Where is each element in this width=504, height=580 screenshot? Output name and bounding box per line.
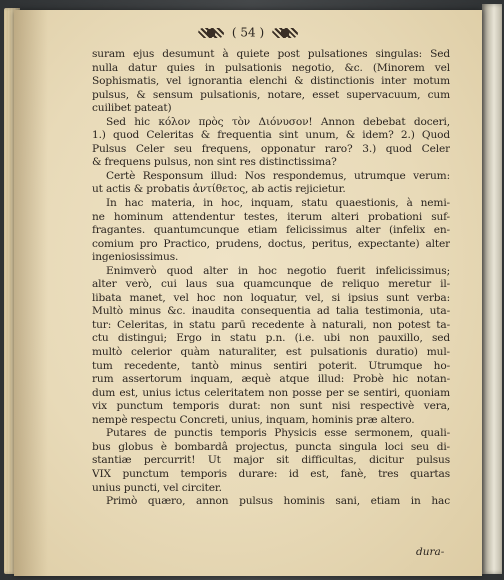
text-line: Pulsus Celer seu frequens, opponatur raro? 3.) quod Celer: [92, 142, 450, 155]
text-line: Sed hic κόλον πρὸς τὸν Διόνυσον! Annon debebat doceri,: [106, 115, 450, 128]
page-number: ( 54 ): [231, 25, 265, 40]
text-line: ingeniosissimus.: [92, 251, 179, 264]
text-line: In hac materia, in hoc, inquam, statu quaestionis, à nemi-: [106, 197, 450, 210]
text-line: ctu distingui; Ergo in statu p.n. (i.e. ubi non pauxillo, sed: [92, 332, 450, 345]
text-line: tum recedente, tantò minus sentiri poterit. Utrumque ho-: [92, 359, 450, 372]
ornament-left-icon: [198, 28, 224, 38]
text-line: 1.) quod Celeritas & frequentia sint unum, & idem? 2.) Quod: [92, 129, 450, 142]
text-line: libata manet, vel hoc non loquatur, vel, si ipsius sunt verba:: [92, 291, 450, 304]
text-line: ut actis & probatis ἀντίθετος, ab actis rejicietur.: [92, 183, 346, 196]
text-line: fragantes. quantumcunque etiam felicissimus alter (infelix en-: [92, 224, 450, 237]
text-line: ne hominum attendentur testes, iterum alteri probationi suf-: [92, 210, 450, 223]
text-line: tur: Celeritas, in statu parū recedente à naturali, non potest ta-: [92, 318, 450, 331]
text-line: VIX punctum temporis durare: id est, fanè, tres quartas: [92, 467, 450, 480]
page-header: [14, 22, 482, 42]
text-line: dum est, unius ictus celeritatem non posse per se sentiri, quoniam: [92, 386, 450, 399]
text-line: bus globus è bombardâ projectus, puncta singula loci seu di-: [92, 440, 450, 453]
text-line: comium pro Practico, prudens, doctus, peritus, expectante) alter: [92, 237, 450, 250]
text-line: nempè respectu Concreti, unius, inquam, hominis præ altero.: [92, 413, 415, 426]
text-line: vix punctum temporis durat: non sunt nisi respectivè vera,: [92, 400, 450, 413]
text-line: nulla datur quies in pulsationis negotio, &c. (Minorem vel: [92, 61, 450, 74]
text-line: unius puncti, vel circiter.: [92, 481, 222, 494]
text-line: suram ejus desumunt à quiete post pulsationes singulas: Sed: [92, 48, 450, 60]
text-line: pulsus, & sensum pulsationis, notare, esset supervacuum, cum: [92, 88, 450, 101]
body-text: [92, 48, 450, 509]
text-line: Multò minus &c. inaudita consequentia ad talia testimonia, uta-: [92, 305, 450, 318]
text-line: rum assertorum inquam, æquè atque illud: Probè hic notan-: [92, 373, 450, 386]
catchword: dura-: [416, 546, 445, 558]
text-line: Enimverò quod alter in hoc negotio fuerit infelicissimus;: [106, 264, 450, 277]
text-line: Sophismatis, vel ignorantia elenchi & distinctionis inter motum: [92, 75, 450, 88]
text-line: multò celerior quàm naturaliter, est pulsationis duratio) mul-: [92, 346, 450, 359]
text-line: Putares de punctis temporis Physicis esse sermonem, quali-: [106, 427, 450, 440]
text-line: alter verò, cui laus sua quamcunque de reliquo meretur il-: [92, 278, 450, 291]
book-page: [14, 10, 482, 576]
ornament-right-icon: [272, 28, 298, 38]
gutter-shadow: [14, 10, 48, 576]
text-line: stantiæ percurrit! Ut major sit difficultas, dicitur pulsus: [92, 454, 450, 467]
text-line: cuilibet pateat): [92, 102, 172, 115]
text-line: Primò quæro, annon pulsus hominis sani, etiam in hac: [106, 495, 450, 508]
text-line: & frequens pulsus, non sint res distinctissima?: [92, 156, 337, 169]
text-line: Certè Responsum illud: Nos respondemus, utrumque verum:: [106, 169, 450, 182]
page-edges-right: [482, 4, 502, 574]
